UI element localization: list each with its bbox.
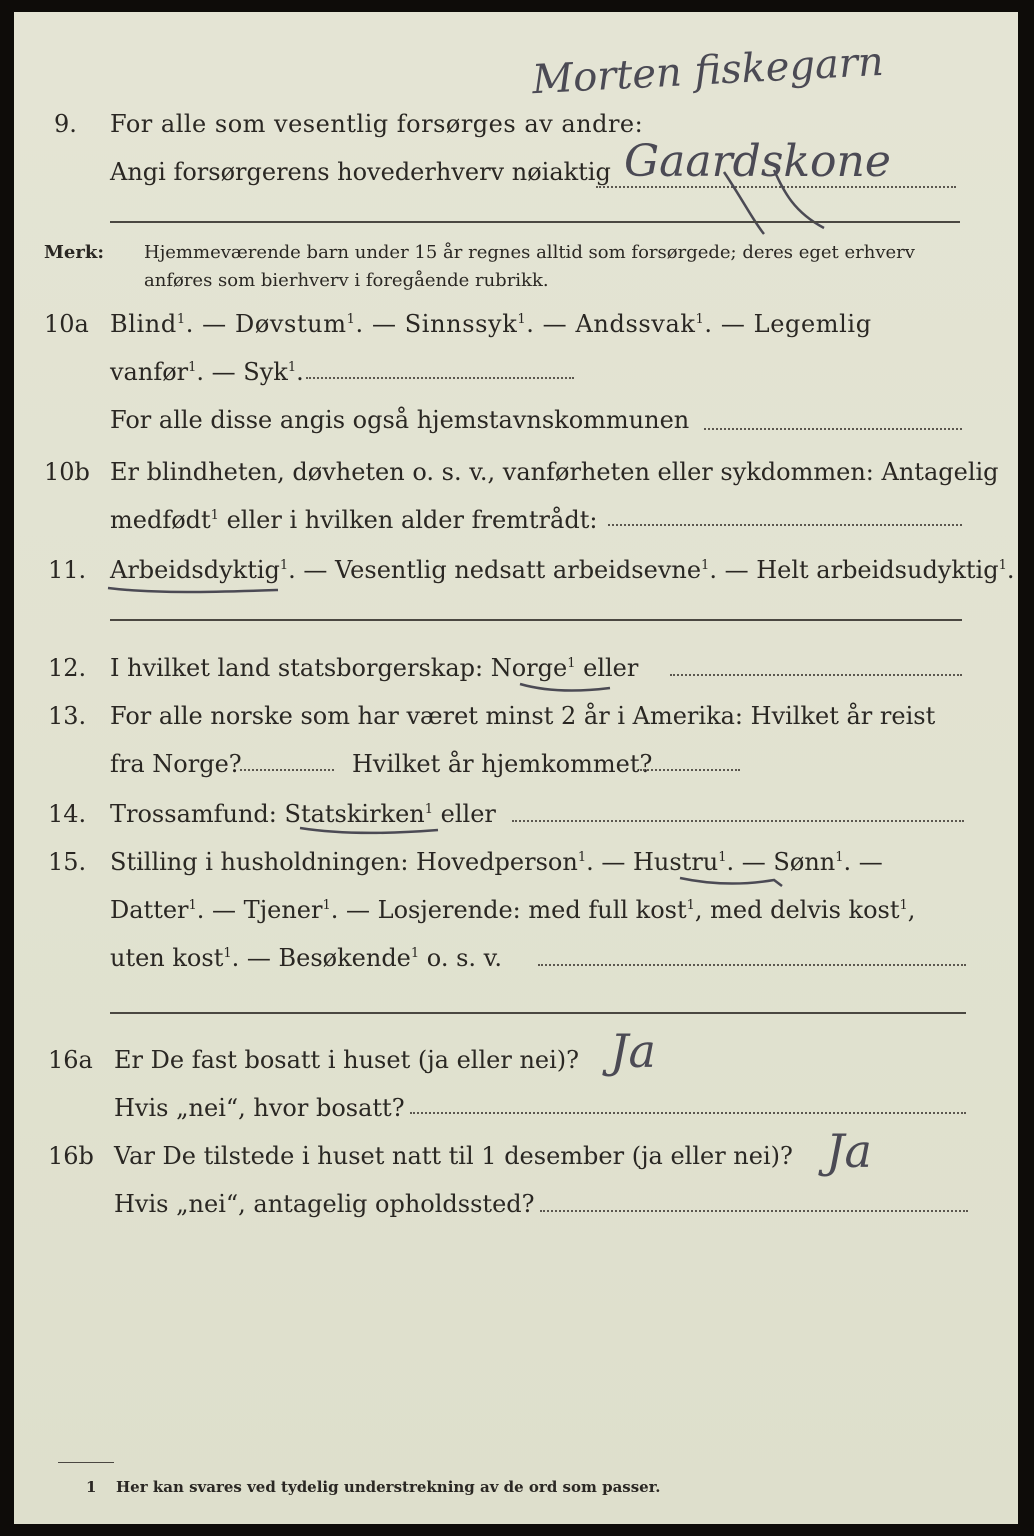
q13-hjemkommet-line[interactable] (640, 769, 740, 771)
q9-ink-stroke (714, 162, 834, 242)
q15-text-line2: Datter$^1$. — Tjener$^1$. — Losjerende: med full kost$^1$, med delvis kost$^1$, (110, 896, 916, 924)
q12-text-line1: I hvilket land statsborgerskap: Norge$^1$ eller (110, 654, 639, 682)
q10a-hjemstavn-line[interactable] (704, 428, 962, 430)
q10a-text-line1: Blind$^1$. — Døvstum$^1$. — Sinnssyk$^1$. — Andssvak$^1$. — Legemlig (110, 310, 872, 338)
q10a-text-line2: vanfør$^1$. — Syk$^1$. (110, 358, 304, 386)
q11-separator (110, 619, 962, 621)
q14-answer-line[interactable] (512, 820, 964, 822)
q9-handwritten-answer: Gaardskone (624, 136, 891, 187)
q9-text-line1: For alle som vesentlig forsørges av andre: (110, 110, 644, 138)
footnote-mark: 1 (86, 1478, 97, 1496)
merk-text-line2: anføres som bierhverv i foregående rubrikk. (144, 270, 549, 291)
q16b-text-line1: Var De tilstede i huset natt til 1 desember (ja eller nei)? (114, 1142, 793, 1170)
q10b-answer-line[interactable] (608, 524, 962, 526)
q15-answer-line[interactable] (538, 964, 966, 966)
q10a-text-line3: For alle disse angis også hjemstavnskommunen (110, 406, 690, 434)
merk-text-line1: Hjemmeværende barn under 15 år regnes alltid som forsørgede; deres eget erhverv (144, 242, 915, 263)
q10a-syk-line[interactable] (306, 377, 574, 379)
merk-label: Merk: (44, 242, 104, 263)
footnote-rule (58, 1462, 114, 1463)
q16a-text-line1: Er De fast bosatt i huset (ja eller nei)? (114, 1046, 580, 1074)
q15-number: 15. (48, 848, 87, 876)
q16a-handwritten-answer: Ja (610, 1024, 656, 1078)
q13-text-line1: For alle norske som har været minst 2 år i Amerika: Hvilket år reist (110, 702, 936, 730)
q12-underline-mark (518, 680, 618, 700)
q11-text-line1: Arbeidsdyktig$^1$. — Vesentlig nedsatt arbeidsevne$^1$. — Helt arbeidsudyktig$^1$. (110, 556, 1015, 584)
q13-text-line2a: fra Norge? (110, 750, 242, 778)
q16b-handwritten-answer: Ja (826, 1124, 872, 1178)
q14-underline-mark (298, 824, 448, 844)
q11-number: 11. (48, 556, 87, 584)
q9-separator (110, 221, 960, 223)
q10b-number: 10b (44, 458, 90, 486)
q14-text-line1: Trossamfund: Statskirken$^1$ eller (110, 800, 496, 828)
q11-underline-mark (106, 582, 286, 602)
handwritten-top-note: Morten fiskegarn (531, 38, 885, 104)
q16a-text-line2: Hvis „nei“, hvor bosatt? (114, 1094, 405, 1122)
q15-separator (110, 1012, 966, 1014)
q13-reist-line[interactable] (240, 769, 334, 771)
q12-answer-line[interactable] (670, 674, 962, 676)
q10b-text-line2: medfødt$^1$ eller i hvilken alder fremtrådt: (110, 506, 598, 534)
q13-text-line2b: Hvilket år hjemkommet? (352, 750, 653, 778)
q12-number: 12. (48, 654, 87, 682)
q15-text-line3: uten kost$^1$. — Besøkende$^1$ o. s. v. (110, 944, 502, 972)
q9-number: 9. (54, 110, 77, 138)
q15-underline-mark (678, 872, 788, 896)
q16b-answer-line[interactable] (540, 1210, 968, 1212)
q16b-number: 16b (48, 1142, 94, 1170)
census-form-page (14, 12, 1018, 1524)
q10a-number: 10a (44, 310, 89, 338)
q10b-text-line1: Er blindheten, døvheten o. s. v., vanførheten eller sykdommen: Antagelig (110, 458, 999, 486)
q16a-answer-line[interactable] (410, 1112, 966, 1114)
q9-text-line2: Angi forsørgerens hovederhverv nøiaktig (110, 158, 611, 186)
q16a-number: 16a (48, 1046, 93, 1074)
q16b-text-line2: Hvis „nei“, antagelig opholdssted? (114, 1190, 535, 1218)
footnote-text: Her kan svares ved tydelig understrekning av de ord som passer. (116, 1478, 661, 1496)
q15-text-line1: Stilling i husholdningen: Hovedperson$^1$. — Hustru$^1$. — Sønn$^1$. — (110, 848, 883, 876)
q13-number: 13. (48, 702, 87, 730)
q14-number: 14. (48, 800, 87, 828)
